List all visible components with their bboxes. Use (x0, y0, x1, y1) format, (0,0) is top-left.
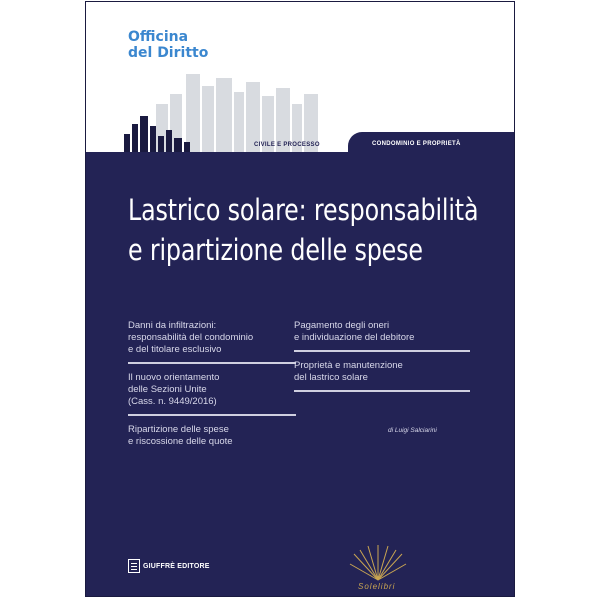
book-title (128, 190, 479, 270)
tab-condominio (348, 132, 514, 154)
topic-item (294, 360, 470, 392)
topic-line: responsabilità del condominio (128, 332, 254, 343)
left-topics (128, 320, 296, 462)
topic-line: e del titolare esclusivo (128, 344, 222, 355)
series-logo-text: Solelibri (358, 582, 396, 591)
topic-line: delle Sezioni Unite (128, 384, 207, 395)
topic-line: e riscossione delle quote (128, 436, 233, 447)
skyline-illustration (116, 64, 346, 154)
topic-line: del lastrico solare (294, 372, 368, 383)
topic-line: (Cass. n. 9449/2016) (128, 396, 217, 407)
author: di Luigi Salciarini (388, 427, 437, 434)
sun-rays-icon (348, 544, 408, 584)
topic-line: Danni da infiltrazioni: (128, 320, 217, 331)
tab-condominio-label: CONDOMINIO E PROPRIETÀ (372, 141, 461, 147)
cover-header (86, 2, 514, 152)
publisher-name: GIUFFRÈ EDITORE (143, 562, 210, 570)
topic-line: Il nuovo orientamento (128, 372, 220, 383)
topic-line: Pagamento degli oneri (294, 320, 390, 331)
topic-line: Ripartizione delle spese (128, 424, 229, 435)
topic-item (128, 424, 296, 454)
series-brand (128, 29, 208, 61)
topic-item (294, 320, 470, 352)
tab-civile: CIVILE E PROCESSO (254, 142, 320, 148)
publisher-logo (128, 559, 210, 573)
right-topics (294, 320, 470, 400)
book-cover (86, 2, 514, 596)
title-line-2: e ripartizione delle spese (128, 233, 423, 267)
publisher-mark-icon (128, 559, 140, 573)
topic-item (128, 320, 296, 364)
topic-line: Proprietà e manutenzione (294, 360, 403, 371)
brand-line-2: del Diritto (128, 45, 209, 61)
topic-line: e individuazione del debitore (294, 332, 415, 343)
title-line-1: Lastrico solare: responsabilità (128, 193, 479, 227)
brand-line-1: Officina (128, 29, 189, 45)
series-logo (348, 544, 408, 589)
topic-item (128, 372, 296, 416)
